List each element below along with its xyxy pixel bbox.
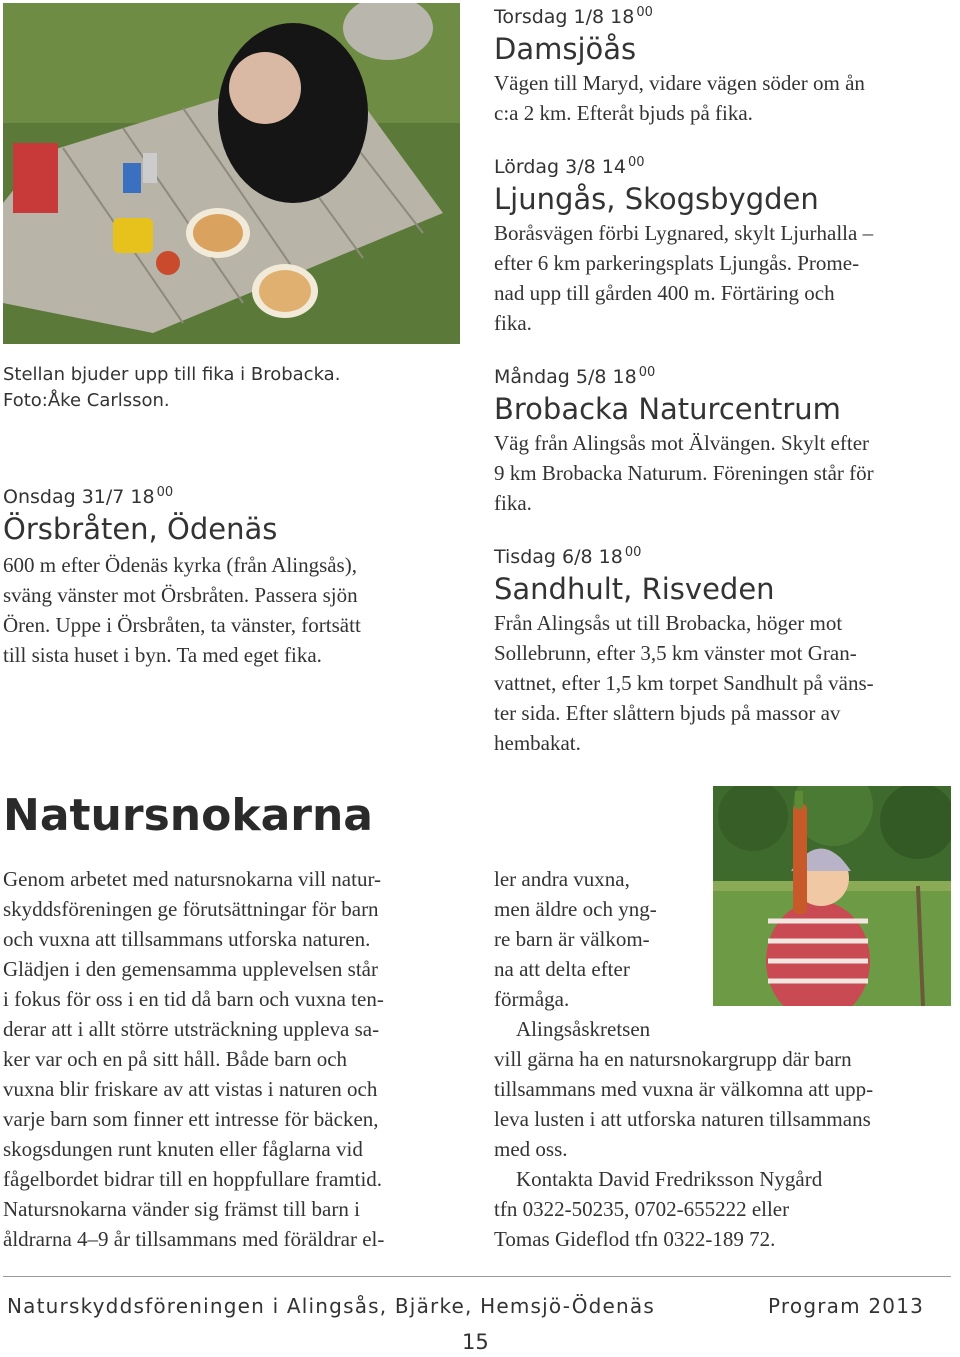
event-place: Brobacka Naturcentrum	[494, 392, 841, 426]
event-description: Väg från Alingsås mot Älvängen. Skylt efter 9 km Brobacka Naturum. Föreningen står för fika.	[494, 431, 874, 515]
event-description: Vägen till Maryd, vidare vägen söder om ån c:a 2 km. Efteråt bjuds på fika.	[494, 71, 865, 125]
event-place: Örsbråten, Ödenäs	[3, 512, 278, 546]
natursnokarna-text-right: Alingsåskretsen vill gärna ha en natursnokargrupp där barn tillsammans med vuxna är välkomna att upp- leva lusten i att utforska naturen tillsammans med oss. Kontakta David Fredriksson Nygård tfn 0322-50235, 0702-655222 eller Tomas Gideflod tfn 0322-189 72.	[494, 1014, 954, 1254]
contact-phone-2: Tomas Gideflod tfn 0322-189 72.	[494, 1227, 776, 1251]
photo-child	[713, 786, 951, 1006]
page-number: 15	[462, 1330, 489, 1354]
event-place: Sandhult, Risveden	[494, 572, 775, 606]
contact-name: Kontakta David Fredriksson Nygård	[516, 1167, 823, 1191]
event-damsjoas	[494, 5, 954, 128]
photo-picnic	[3, 3, 460, 344]
footer-divider	[3, 1276, 951, 1277]
event-day: Torsdag 1/8 18 $^{00}$	[494, 5, 653, 28]
event-description: 600 m efter Ödenäs kyrka (från Alingsås), sväng vänster mot Örsbråten. Passera sjön Ören. Uppe i Örsbråten, ta vänster, fortsätt till sista huset i byn. Ta med eget fika.	[3, 553, 361, 667]
event-brobacka	[494, 365, 954, 518]
natursnokarna-text-right-short: ler andra vuxna, men äldre och yng- re barn är välkom- na att delta efter förmåga.	[494, 867, 657, 1011]
footer-program: Program 2013	[768, 1294, 925, 1318]
event-sandhult	[494, 545, 954, 758]
event-description: Från Alingsås ut till Brobacka, höger mot Sollebrunn, efter 3,5 km vänster mot Gran- vattnet, efter 1,5 km torpet Sandhult på väns- ter sida. Efter slåttern bjuds på massor av hembakat.	[494, 611, 874, 755]
event-day: Tisdag 6/8 18 $^{00}$	[494, 545, 642, 568]
event-day: Lördag 3/8 14 $^{00}$	[494, 155, 645, 178]
contact-phone: tfn 0322-50235, 0702-655222 eller	[494, 1197, 790, 1221]
photo-caption: Stellan bjuder upp till fika i Brobacka.	[3, 364, 341, 385]
event-orsbraten	[3, 485, 458, 670]
footer-organization: Naturskyddsföreningen i Alingsås, Bjärke, Hemsjö-Ödenäs	[7, 1294, 656, 1318]
event-day: Måndag 5/8 18 $^{00}$	[494, 365, 656, 388]
event-day: Onsdag 31/7 18 $^{00}$	[3, 485, 174, 508]
event-place: Damsjöås	[494, 32, 637, 66]
section-heading: Natursnokarna	[3, 790, 373, 841]
event-ljungas	[494, 155, 954, 338]
natursnokarna-text-left: Genom arbetet med natursnokarna vill natur- skyddsföreningen ge förutsättningar för barn och vuxna att tillsammans utforska naturen. Glädjen i den gemensamma upplevelsen står i fokus för oss i en tid då barn och vuxna ten- derar att i allt större utsträckning uppleva sa- ker var och en på sitt håll. Både barn och vuxna blir friskare av att vistas i naturen och varje barn som finner ett intresse för bäcken, skogsdungen runt knuten eller fåglarna vid fågelbordet bidrar till en hoppfullare framtid. Natursnokarna vänder sig främst till barn i åldrarna 4–9 år tillsammans med föräldrar el-	[3, 867, 385, 1251]
photo-credit: Foto:Åke Carlsson.	[3, 390, 170, 411]
event-place: Ljungås, Skogsbygden	[494, 182, 819, 216]
event-description: Boråsvägen förbi Lygnared, skylt Ljurhalla – efter 6 km parkeringsplats Ljungås. Prome- nad upp till gården 400 m. Förtäring och fika.	[494, 221, 874, 335]
